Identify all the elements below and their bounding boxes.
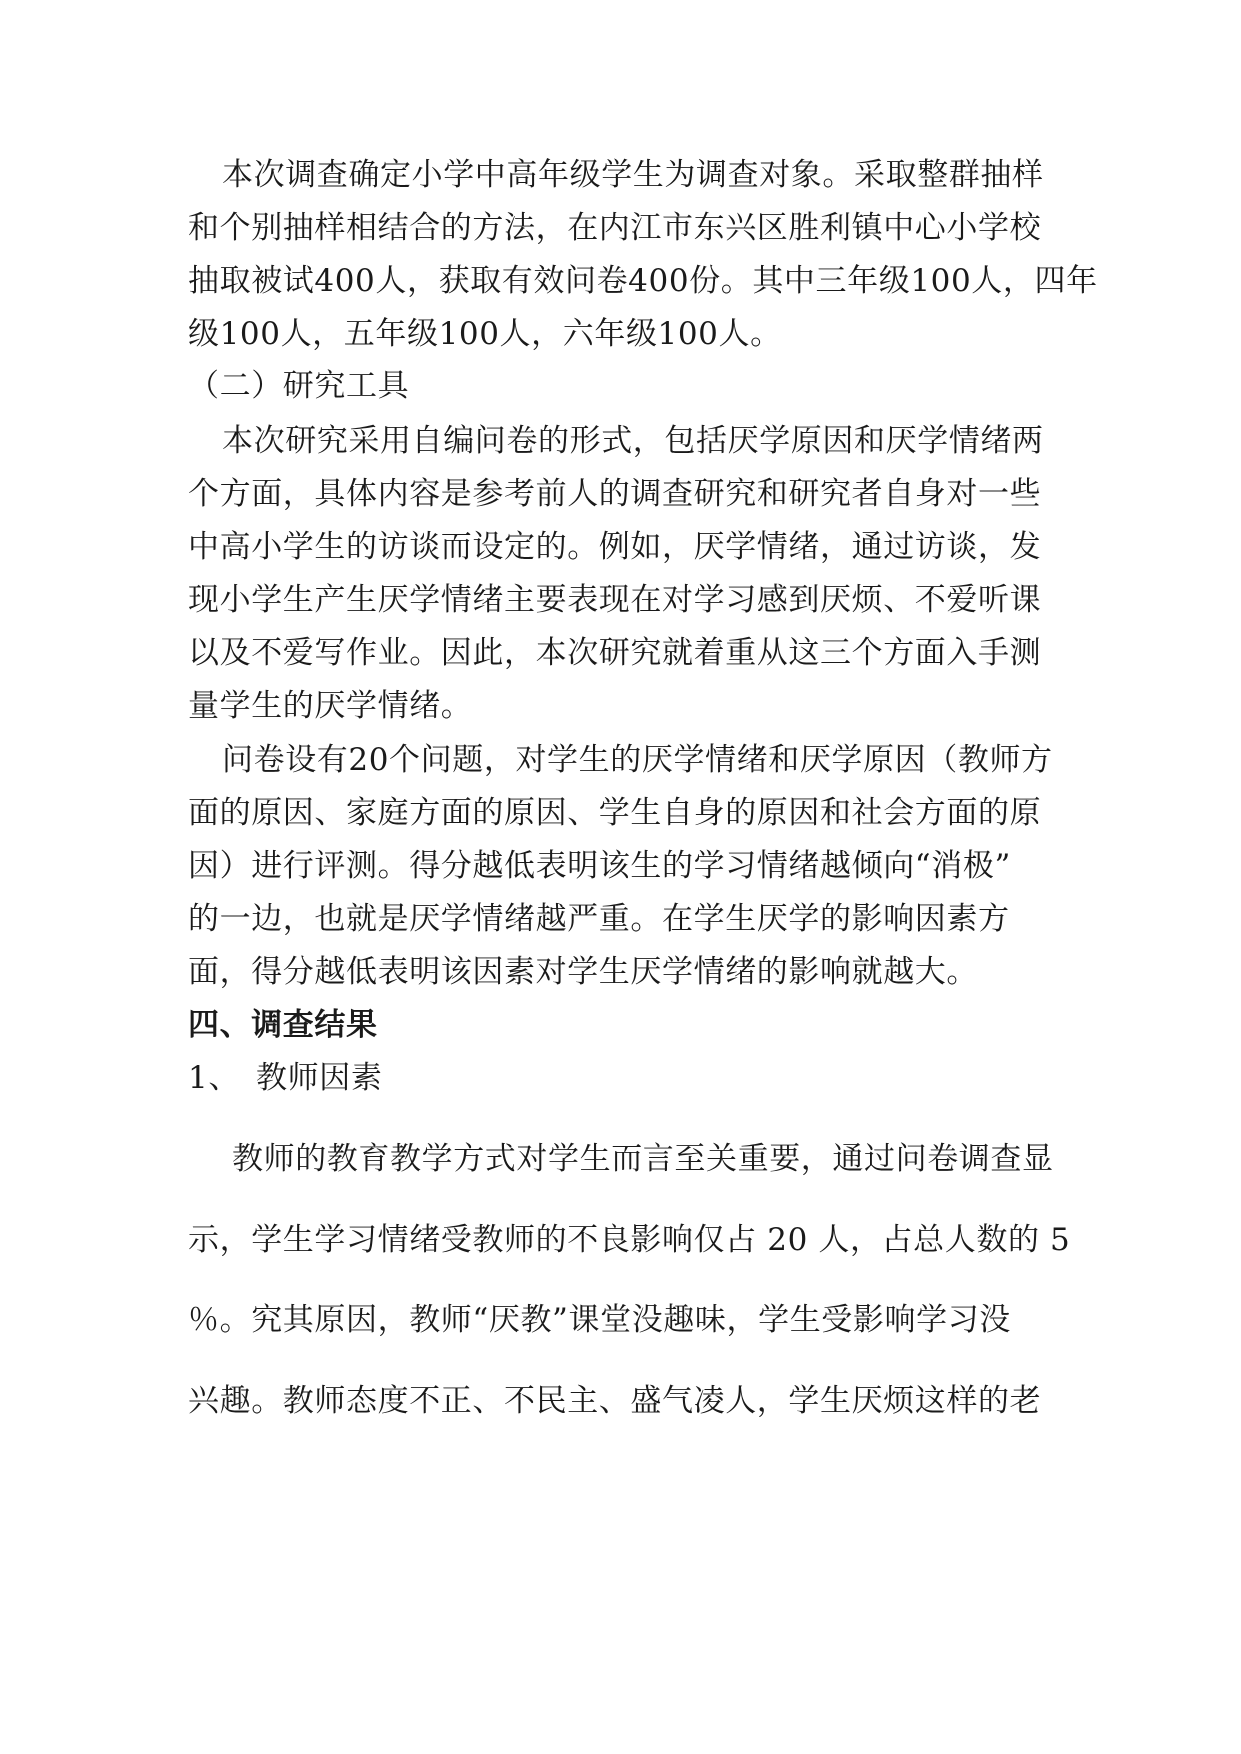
numbered-subheading: 1、 教师因素 xyxy=(188,1060,383,1096)
paragraph-line: 面，得分越低表明该因素对学生厌学情绪的影响就越大。 xyxy=(188,954,978,990)
paragraph-line: 教师的教育教学方式对学生而言至关重要，通过问卷调查显 xyxy=(232,1141,1054,1177)
paragraph-line: 本次研究采用自编问卷的形式，包括厌学原因和厌学情绪两 xyxy=(222,423,1044,459)
paragraph-line: 因）进行评测。得分越低表明该生的学习情绪越倾向“消极” xyxy=(188,848,1011,884)
paragraph-line: 示，学生学习情绪受教师的不良影响仅占 20 人，占总人数的 5 xyxy=(188,1222,1071,1258)
paragraph-line: 和个别抽样相结合的方法，在内江市东兴区胜利镇中心小学校 xyxy=(188,210,1042,246)
section-heading: 四、调查结果 xyxy=(188,1007,378,1043)
paragraph-line: 问卷设有20个问题，对学生的厌学情绪和厌学原因（教师方 xyxy=(222,742,1053,778)
paragraph-line: 本次调查确定小学中高年级学生为调查对象。采取整群抽样 xyxy=(222,157,1044,193)
paragraph-line: 抽取被试400人，获取有效问卷400份。其中三年级100人，四年 xyxy=(188,263,1098,299)
section-subheading: （二）研究工具 xyxy=(188,368,410,404)
paragraph-line: 的一边，也就是厌学情绪越严重。在学生厌学的影响因素方 xyxy=(188,901,1010,937)
paragraph-line: 中高小学生的访谈而设定的。例如，厌学情绪，通过访谈，发 xyxy=(188,529,1042,565)
paragraph-line: 兴趣。教师态度不正、不民主、盛气凌人，学生厌烦这样的老 xyxy=(188,1383,1042,1419)
paragraph-line: 个方面，具体内容是参考前人的调查研究和研究者自身对一些 xyxy=(188,476,1042,512)
paragraph-line: ％。究其原因，教师“厌教”课堂没趣味，学生受影响学习没 xyxy=(188,1302,1011,1338)
paragraph-line: 量学生的厌学情绪。 xyxy=(188,688,473,724)
paragraph-line: 以及不爱写作业。因此，本次研究就着重从这三个方面入手测 xyxy=(188,635,1042,671)
paragraph-line: 现小学生产生厌学情绪主要表现在对学习感到厌烦、不爱听课 xyxy=(188,582,1042,618)
paragraph-line: 级100人，五年级100人，六年级100人。 xyxy=(188,316,782,352)
paragraph-line: 面的原因、家庭方面的原因、学生自身的原因和社会方面的原 xyxy=(188,795,1042,831)
